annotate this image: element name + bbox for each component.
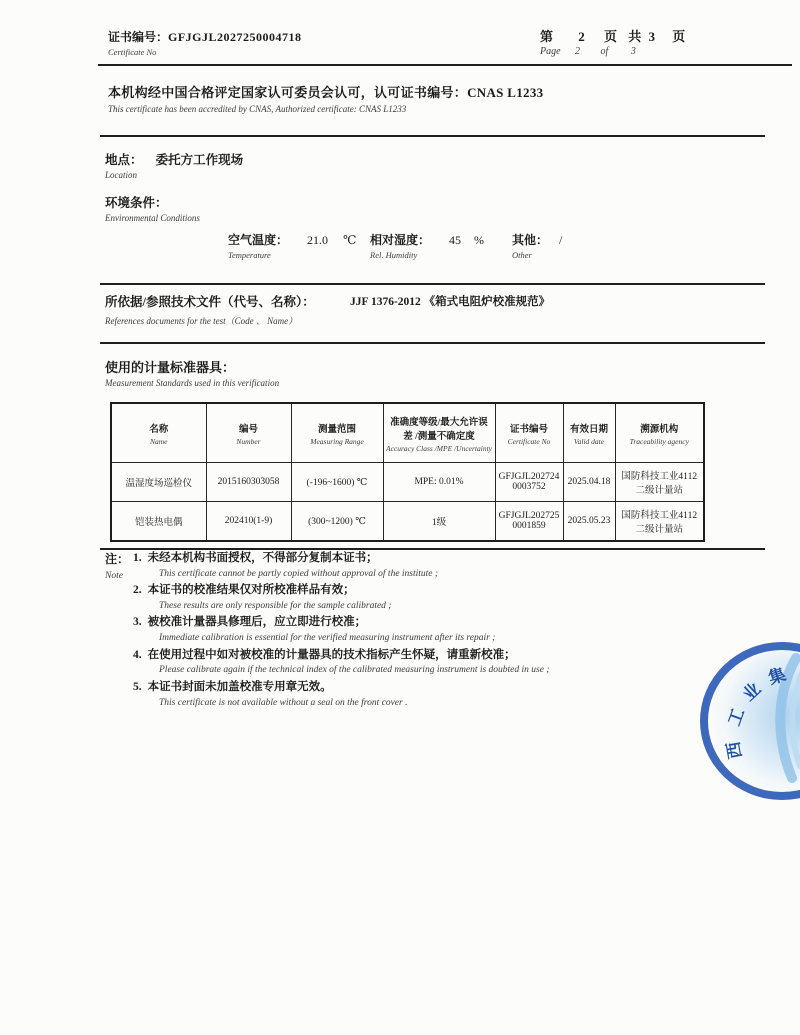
accreditation-statement [108, 82, 543, 114]
page-number-total: 3 [648, 29, 656, 44]
col-header-name: 名称 Name [111, 403, 206, 463]
page-en-num: 2 [575, 46, 581, 57]
temperature-label-zh: 空气温度： [228, 233, 289, 247]
reference-label-en: References documents for the test（Code 、 Name） [105, 316, 298, 326]
seal-char: 集 [766, 664, 789, 689]
location-label-en: Location [105, 170, 138, 180]
notes-section [105, 552, 693, 713]
location-label-zh: 地点： [105, 153, 143, 167]
reference-documents-section [105, 292, 551, 327]
page-zh-gong: 共 [628, 29, 642, 44]
standards-title-en: Measurement Standards used in this verification [105, 378, 280, 388]
cell-number: 202410(1-9) [206, 502, 291, 542]
company-seal [700, 642, 800, 800]
environment-label-zh: 环境条件： [105, 196, 168, 210]
humidity-label-zh: 相对湿度： [370, 233, 431, 247]
page-number-current: 2 [578, 29, 585, 44]
page-en-of: of [600, 46, 609, 57]
note-item-2: 2. 本证书的校准结果仅对所校准样品有效； These results are only responsible for the sample calibrated ; [133, 584, 392, 611]
col-header-number: 编号 Number [206, 403, 291, 463]
note-item-3: 3. 被校准计量器具修理后，应立即进行校准； Immediate calibration is essential for the verified measuring instrument after its repair ; [133, 616, 496, 644]
reference-divider-top [100, 283, 765, 285]
table-row [111, 463, 704, 502]
reference-divider-bottom [100, 342, 765, 344]
temperature-value: 21.0 [307, 233, 329, 247]
seal-char: 工 [724, 705, 749, 729]
page-zh-ye1: 页 [604, 29, 618, 44]
seal-char: 业 [739, 679, 765, 705]
col-header-traceability: 溯源机构 Traceability agency [615, 403, 704, 463]
standards-table-header [111, 403, 704, 463]
humidity-value: 45 [449, 233, 462, 247]
cell-name: 温湿度场巡检仪 [111, 463, 206, 502]
cell-cert-no: GFJGJL2027250001859 [495, 502, 563, 542]
cert-no-label-en: Certificate No [108, 47, 157, 57]
temperature-label-en: Temperature [228, 250, 271, 260]
environment-label-en: Environmental Conditions [105, 213, 200, 223]
note-item-5: 5. 本证书封面未加盖校准专用章无效。 This certificate is not available without a seal on the front cover . [133, 680, 408, 708]
page-en-total: 3 [630, 46, 636, 57]
other-value: / [559, 233, 563, 247]
cell-traceability: 国防科技工业4112二级计量站 [615, 463, 704, 502]
cell-valid-date: 2025.05.23 [563, 502, 615, 542]
environment-values-row [0, 231, 800, 271]
cell-accuracy: MPE: 0.01% [383, 463, 495, 502]
temperature-group [228, 231, 356, 260]
col-header-accuracy: 准确度等级/最大允许误差 /测量不确定度 Accuracy Class /MPE /Uncertainty [383, 403, 495, 463]
page-zh-ye2: 页 [672, 29, 686, 44]
cell-cert-no: GFJGJL2027240003752 [495, 463, 563, 502]
humidity-unit: % [474, 233, 485, 247]
other-label-zh: 其他： [512, 233, 549, 247]
page-indicator [540, 26, 740, 57]
col-header-measuring-range: 测量范围 Measuring Range [291, 403, 383, 463]
header-certificate-number [108, 28, 302, 57]
other-condition-group [512, 231, 562, 260]
cert-no-value: GFJGJL2027250004718 [168, 30, 302, 44]
notes-divider [100, 548, 765, 550]
cell-number: 2015160303058 [206, 463, 291, 502]
reference-value: JJF 1376-2012 《箱式电阻炉校准规范》 [350, 296, 551, 308]
cell-range: (-196~1600) ℃ [291, 463, 383, 502]
col-header-certificate-no: 证书编号 Certificate No [495, 403, 563, 463]
page-en-label: Page [540, 46, 561, 57]
environment-section-heading [105, 193, 200, 223]
cell-range: (300~1200) ℃ [291, 502, 383, 542]
notes-label-en: Note [105, 571, 123, 582]
accreditation-zh: 本机构经中国合格评定国家认可委员会认可，认可证书编号：CNAS L1233 [108, 85, 544, 100]
temperature-unit: ℃ [343, 233, 357, 247]
cell-traceability: 国防科技工业4112二级计量站 [615, 502, 704, 542]
header-divider [98, 64, 792, 66]
page-zh-di: 第 [540, 29, 554, 44]
location-value: 委托方工作现场 [155, 153, 244, 167]
standards-table [110, 402, 705, 542]
notes-label-zh: 注： [105, 552, 130, 566]
cert-no-label-zh: 证书编号： [108, 30, 169, 44]
col-header-valid-date: 有效日期 Valid date [563, 403, 615, 463]
seal-char: 西 [723, 740, 746, 761]
humidity-group [370, 231, 484, 260]
cell-name: 铠装热电偶 [111, 502, 206, 542]
standards-section-heading [105, 357, 279, 388]
reference-label-zh: 所依据/参照技术文件（代号、名称）： [105, 295, 315, 309]
table-row [111, 502, 704, 542]
cell-accuracy: 1级 [383, 502, 495, 542]
accreditation-en: This certificate has been accredited by CNAS, Authorized certificate: CNAS L1233 [108, 104, 407, 114]
note-item-1: 1. 未经本机构书面授权，不得部分复制本证书； This certificate cannot be partly copied without approval of the institute ; [133, 552, 439, 579]
standards-title-zh: 使用的计量标准器具： [105, 360, 236, 375]
humidity-label-en: Rel. Humidity [370, 250, 418, 260]
accreditation-divider [100, 135, 765, 137]
note-item-4: 4. 在使用过程中如对被校准的计量器具的技术指标产生怀疑，请重新校准； Please calibrate again if the technical index of the calibrated measuring instrument is doubted in use ; [133, 648, 550, 676]
location-section [105, 150, 243, 180]
cell-valid-date: 2025.04.18 [563, 463, 615, 502]
other-label-en: Other [512, 250, 532, 260]
